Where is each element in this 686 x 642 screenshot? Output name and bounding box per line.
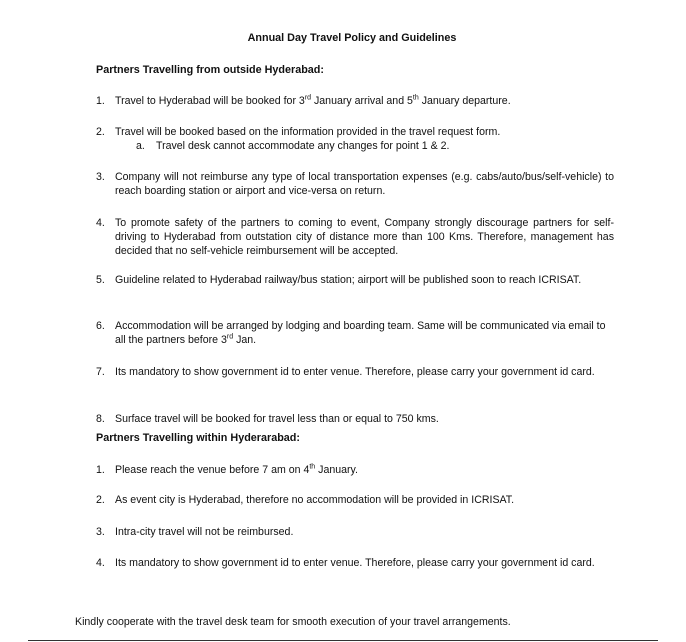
list-number: 1.: [96, 464, 105, 476]
list-number: 6.: [96, 320, 105, 332]
list-number: 2.: [96, 494, 105, 506]
list-item-text: Travel will be booked based on the information provided in the travel request form.: [115, 126, 501, 138]
outside-subitem-a: [136, 139, 449, 153]
section-heading-outside: Partners Travelling from outside Hyderabad:: [96, 64, 324, 76]
list-item-text: Company will not reimburse any type of local transportation expenses (e.g. cabs/auto/bus/self-vehicle) to reach boarding station or airport and vice-versa on return.: [115, 171, 614, 197]
list-item-text: Surface travel will be booked for travel less than or equal to 750 kms.: [115, 413, 439, 425]
list-item-text: Accommodation will be arranged by lodging and boarding team. Same will be communicated via email to all the partners before 3rd Jan.: [115, 320, 606, 346]
list-number: 3.: [96, 171, 105, 183]
bottom-divider: [28, 640, 658, 641]
list-item-text: Its mandatory to show government id to enter venue. Therefore, please carry your government id card.: [115, 557, 595, 569]
within-item-1: [96, 463, 614, 477]
list-item-text: Travel to Hyderabad will be booked for 3rd January arrival and 5th January departure.: [115, 94, 511, 107]
within-item-4: [96, 556, 606, 570]
list-number: 3.: [96, 526, 105, 538]
list-item-text: Guideline related to Hyderabad railway/bus station; airport will be published soon to reach ICRISAT.: [115, 274, 582, 286]
section-heading-within: Partners Travelling within Hyderarabad:: [96, 432, 301, 444]
outside-item-4: [96, 216, 614, 258]
list-number: 7.: [96, 366, 105, 378]
document-title: Annual Day Travel Policy and Guidelines: [247, 32, 457, 44]
outside-item-7: [96, 365, 614, 379]
footer-note: Kindly cooperate with the travel desk team for smooth execution of your travel arrangements.: [75, 616, 511, 628]
list-number: 1.: [96, 95, 105, 107]
list-item-text: Intra-city travel will not be reimbursed.: [115, 526, 294, 538]
sublist-item-text: Travel desk cannot accommodate any changes for point 1 & 2.: [156, 140, 450, 152]
within-item-2: [96, 493, 614, 507]
within-item-3: [96, 525, 614, 539]
list-number: 2.: [96, 126, 105, 138]
list-item-text: To promote safety of the partners to coming to event, Company strongly discourage partners for self-driving to Hyderabad from outstation city of distance more than 100 Kms. Therefore, management has decided that no self-vehicle reimbursement will be accepted.: [115, 217, 614, 257]
outside-item-6: [96, 319, 614, 347]
list-number: 8.: [96, 413, 105, 425]
list-item-text: As event city is Hyderabad, therefore no accommodation will be provided in ICRISAT.: [115, 494, 515, 506]
outside-item-8: [96, 412, 614, 426]
list-number: 5.: [96, 274, 105, 286]
sublist-letter: a.: [136, 140, 145, 152]
list-item-text: Please reach the venue before 7 am on 4th January.: [115, 463, 358, 476]
list-item-text: Its mandatory to show government id to enter venue. Therefore, please carry your government id card.: [115, 366, 595, 378]
list-number: 4.: [96, 557, 105, 569]
outside-item-2: [96, 125, 614, 139]
list-number: 4.: [96, 217, 105, 229]
outside-item-1: [96, 94, 614, 108]
outside-item-3: [96, 170, 614, 198]
outside-item-5: [96, 273, 614, 287]
